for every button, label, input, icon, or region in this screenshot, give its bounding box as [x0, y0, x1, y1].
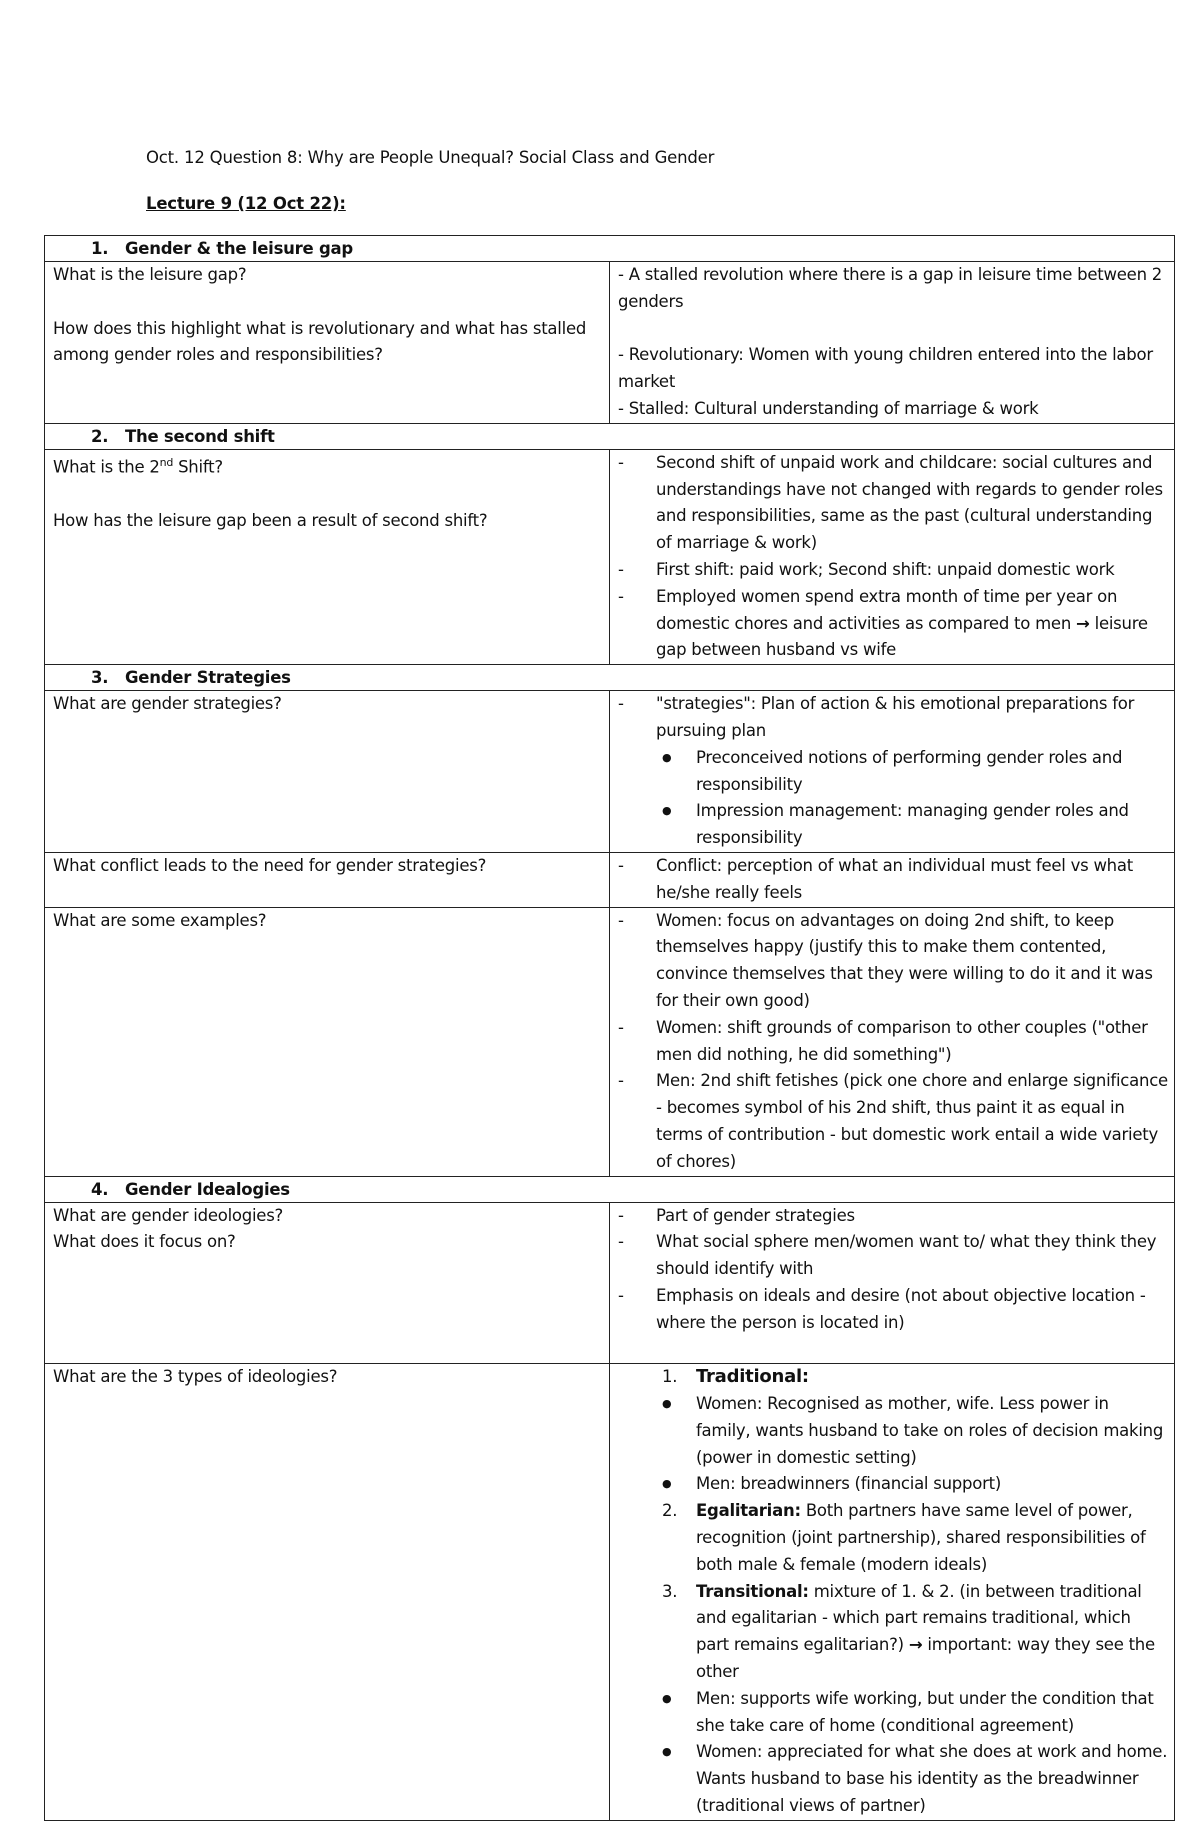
answer-cell — [610, 262, 1175, 424]
question-text: How has the leisure gap been a result of second shift? — [53, 510, 488, 530]
answer-text: - Stalled: Cultural understanding of marriage & work — [618, 398, 1039, 418]
notes-table — [44, 235, 1175, 1821]
bullet-item: ● Men: supports wife working, but under the condition that she take care of home (conditional agreement) — [618, 1686, 1168, 1740]
list-item: - "strategies": Plan of action & his emotional preparations for pursuing plan — [618, 691, 1168, 745]
table-row — [45, 262, 1175, 424]
ideology-list — [618, 1364, 1168, 1391]
section-title: Gender Strategies — [125, 668, 291, 688]
bullet-item: ● Women: appreciated for what she does at work and home. Wants husband to base his identity as the breadwinner (traditional views of partner) — [618, 1739, 1168, 1819]
section-header-3 — [45, 665, 1175, 691]
section-number: 1. — [91, 239, 109, 258]
section-title: The second shift — [125, 426, 275, 446]
list-item: 2. Egalitarian: Both partners have same level of power, recognition (joint partnership), shared responsibilities of both male & female (modern ideals) — [662, 1501, 1146, 1574]
question-text: What are gender ideologies? — [53, 1205, 284, 1225]
section-header-1 — [45, 236, 1175, 262]
question-cell — [45, 852, 610, 907]
answer-list — [618, 450, 1168, 664]
bullet-list — [618, 1686, 1168, 1820]
question-cell — [45, 907, 610, 1176]
right-arrow-icon: → — [1076, 613, 1090, 633]
list-item: - Emphasis on ideals and desire (not about objective location - where the person is located in) — [618, 1283, 1168, 1337]
bullet-item: ● Preconceived notions of performing gender roles and responsibility — [618, 745, 1168, 799]
question-text: How does this highlight what is revolutionary and what has stalled among gender roles and responsibilities? — [53, 318, 587, 365]
list-item: - Part of gender strategies — [618, 1203, 1168, 1230]
answer-cell — [610, 1202, 1175, 1364]
section-title: Gender & the leisure gap — [125, 239, 353, 258]
right-arrow-icon: → — [908, 1635, 923, 1655]
question-text: What does it focus on? — [53, 1232, 236, 1252]
section-header-4 — [45, 1176, 1175, 1202]
answer-cell — [610, 691, 1175, 853]
answer-cell — [610, 852, 1175, 907]
list-item: - First shift: paid work; Second shift: unpaid domestic work — [618, 557, 1168, 584]
section-number: 3. — [91, 668, 109, 688]
question-text: What are the 3 types of ideologies? — [53, 1367, 338, 1387]
table-row — [45, 907, 1175, 1176]
question-text: What are gender strategies? — [53, 694, 282, 714]
question-cell — [45, 262, 610, 424]
list-item: - Conflict: perception of what an individual must feel vs what he/she really feels — [618, 853, 1168, 907]
bullet-item: ● Men: breadwinners (financial support) — [618, 1471, 1168, 1498]
question-text: What conflict leads to the need for gender strategies? — [53, 855, 487, 875]
list-item: - Women: focus on advantages on doing 2nd shift, to keep themselves happy (justify this to make them contented, convince themselves that they were willing to do it and it was for their own good) — [618, 908, 1168, 1015]
question-cell — [45, 691, 610, 853]
answer-cell — [610, 449, 1175, 664]
section-title: Gender Idealogies — [125, 1179, 290, 1199]
list-item: - What social sphere men/women want to/ what they think they should identify with — [618, 1229, 1168, 1283]
question-text: What are some examples? — [53, 910, 267, 930]
section-number: 2. — [91, 426, 109, 446]
question-cell — [45, 1364, 610, 1821]
table-row — [45, 691, 1175, 853]
answer-text: - Revolutionary: Women with young children entered into the labor market — [618, 345, 1153, 392]
bullet-list — [618, 745, 1168, 852]
bullet-item: ● Impression management: managing gender roles and responsibility — [618, 798, 1168, 852]
answer-list — [618, 908, 1168, 1176]
bullet-item: ● Women: Recognised as mother, wife. Less power in family, wants husband to take on roles of decision making (power in domestic setting) — [618, 1391, 1168, 1471]
document-title: Oct. 12 Question 8: Why are People Unequal? Social Class and Gender — [146, 148, 715, 167]
ideology-list — [618, 1498, 1168, 1686]
answer-list — [618, 853, 1168, 907]
answer-text: - A stalled revolution where there is a gap in leisure time between 2 genders — [618, 265, 1163, 311]
question-text: What is the leisure gap? — [53, 265, 247, 284]
question-cell — [45, 1202, 610, 1364]
table-row — [45, 1364, 1175, 1821]
table-row — [45, 852, 1175, 907]
list-item: - Second shift of unpaid work and childcare: social cultures and understandings have not changed with regards to gender roles and responsibilities, same as the past (cultural understanding of marriage & work) — [618, 450, 1168, 557]
list-item: 1. Traditional: — [662, 1366, 809, 1388]
answer-list — [618, 1203, 1168, 1337]
answer-list — [618, 691, 1168, 745]
list-item: - Women: shift grounds of comparison to other couples ("other men did nothing, he did something") — [618, 1015, 1168, 1069]
list-item: 3. Transitional: mixture of 1. & 2. (in between traditional and egalitarian - which part remains traditional, which part remains egalitarian?) → important: way they see the other — [662, 1581, 1155, 1682]
lecture-heading: Lecture 9 (12 Oct 22): — [146, 194, 346, 213]
list-item: - Men: 2nd shift fetishes (pick one chore and enlarge significance - becomes symbol of his 2nd shift, thus paint it as equal in terms of contribution - but domestic work entail a wide variety of chores) — [618, 1068, 1168, 1175]
list-item: - Employed women spend extra month of time per year on domestic chores and activities as compared to men → leisure gap between husband vs wife — [618, 584, 1168, 664]
question-cell — [45, 449, 610, 664]
bullet-list — [618, 1391, 1168, 1498]
answer-cell — [610, 907, 1175, 1176]
answer-cell — [610, 1364, 1175, 1821]
table-row — [45, 1202, 1175, 1364]
table-row — [45, 449, 1175, 664]
section-header-2 — [45, 423, 1175, 449]
question-text: What is the 2nd Shift? — [53, 455, 223, 477]
section-number: 4. — [91, 1179, 109, 1199]
